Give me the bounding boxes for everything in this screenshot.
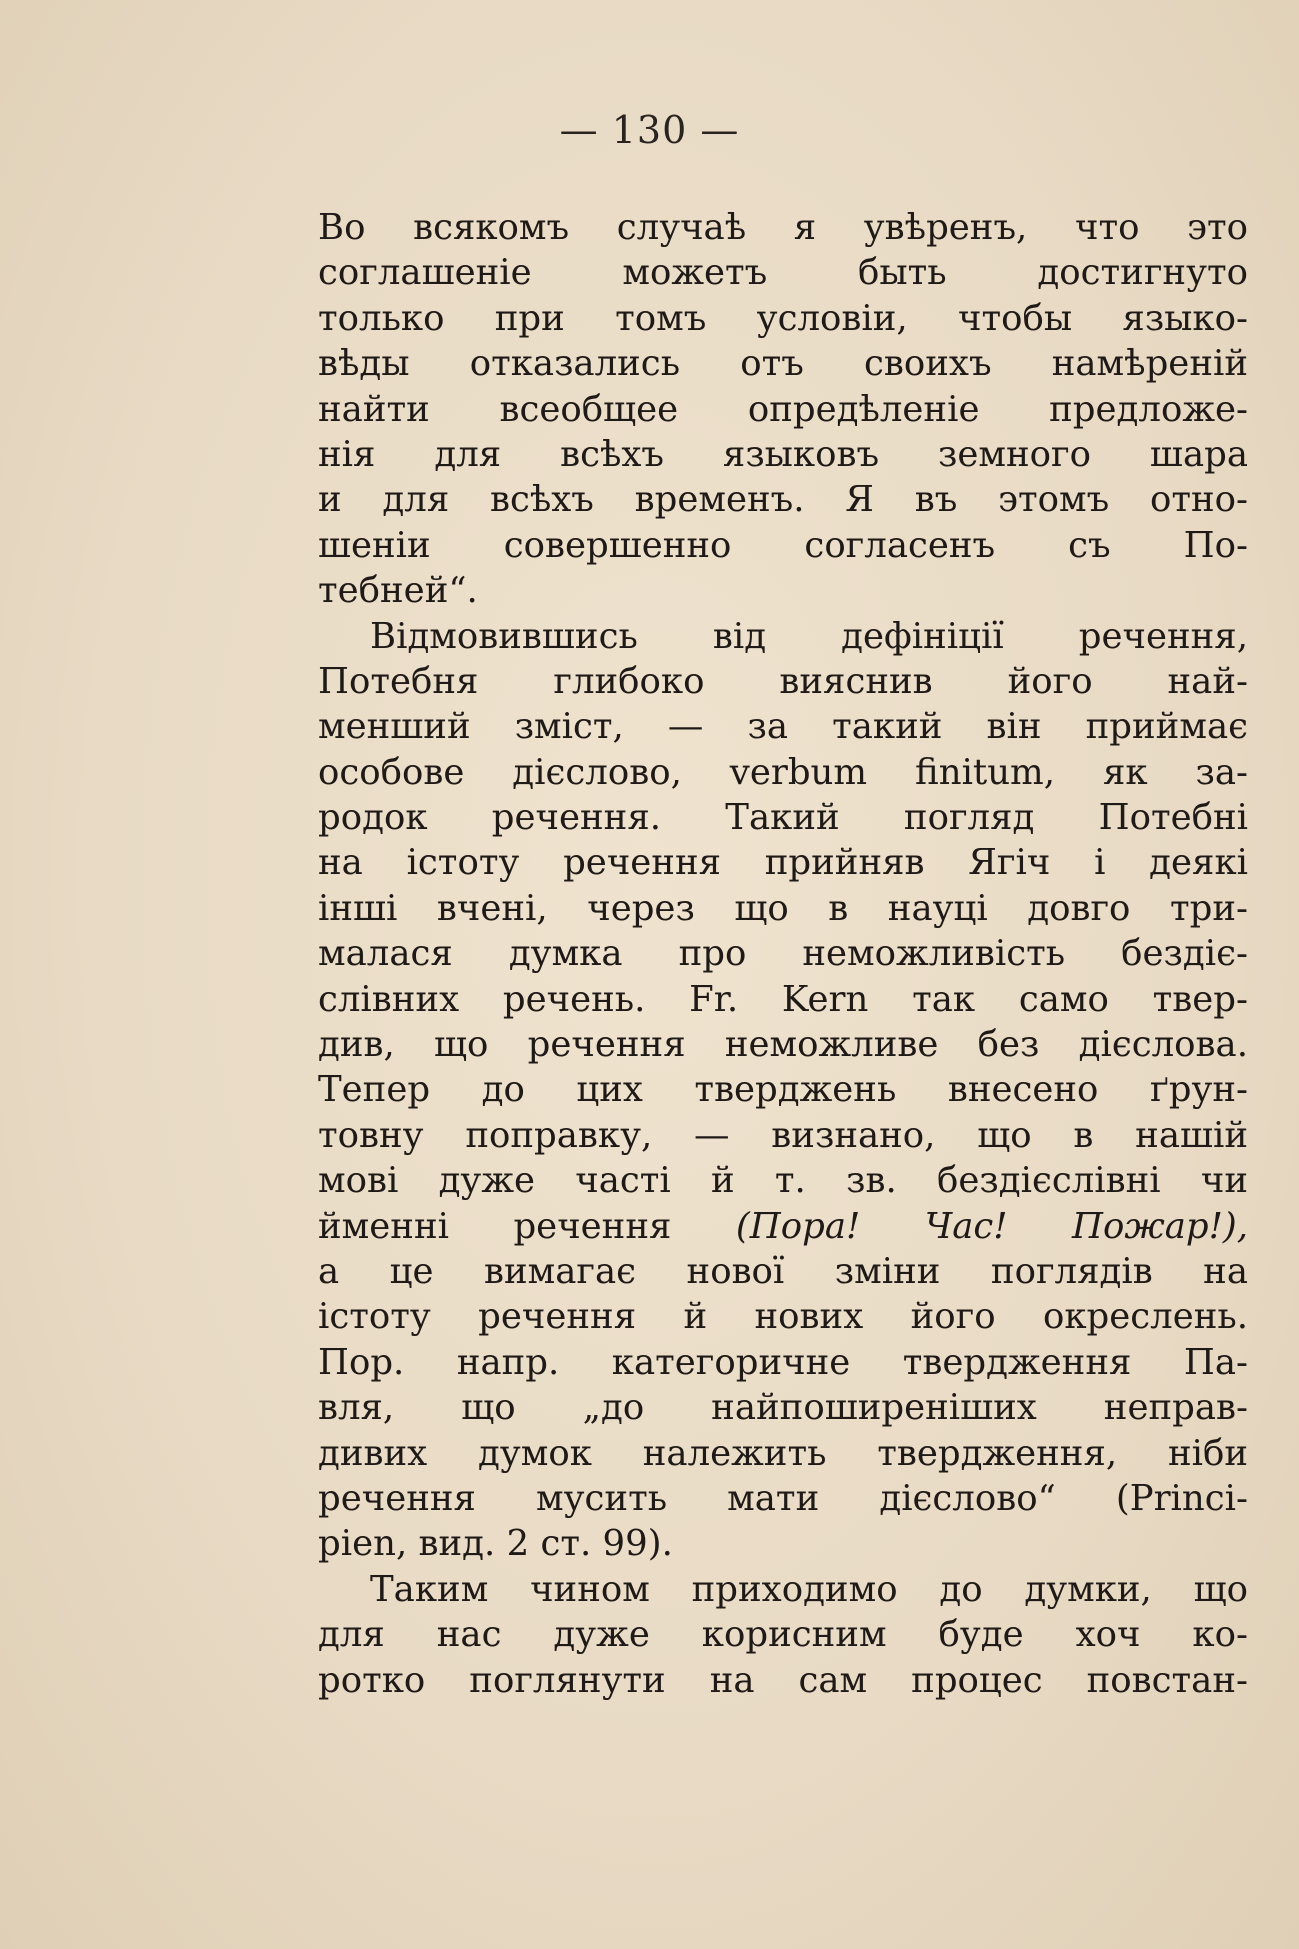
text-line-with-italic (318, 1204, 1248, 1249)
page-number: — 130 — (559, 108, 740, 152)
text-line: вля, що „до найпоширеніших неправ- (318, 1387, 1248, 1429)
text-line: только при томъ условіи, чтобы языко- (318, 297, 1248, 339)
text-fragment: йменні речення (318, 1205, 672, 1247)
paragraph-2 (318, 614, 1248, 1567)
text-line: речення мусить мати дієслово“ (Princi- (318, 1477, 1248, 1519)
text-line: и для всѣхъ временъ. Я въ этомъ отно- (318, 479, 1248, 521)
text-line: дивих думок належить твердження, ніби (318, 1432, 1248, 1474)
text-line: менший зміст, — за такий він приймає (318, 706, 1248, 748)
text-line: тебней“. (318, 570, 478, 612)
paragraph-1 (318, 205, 1248, 614)
paragraph-3 (318, 1567, 1248, 1703)
text-line: слівних речень. Fr. Kern так само твер- (318, 978, 1248, 1020)
text-line: а це вимагає нової зміни поглядів на (318, 1250, 1248, 1292)
text-line: соглашеніе можетъ быть достигнуто (318, 252, 1248, 294)
body-text (318, 205, 1248, 1703)
text-line: найти всеобщее опредѣленіе предложе- (318, 388, 1248, 430)
text-line: див, що речення неможливе без дієслова. (318, 1024, 1248, 1066)
text-line: нія для всѣхъ языковъ земного шара (318, 433, 1248, 475)
text-line: Потебня глибоко вияснив його най- (318, 660, 1248, 702)
text-line: Відмовившись від дефініції речення, (370, 615, 1248, 657)
text-line: ротко поглянути на сам процес повстан- (318, 1659, 1248, 1701)
text-line: родок речення. Такий погляд Потебні (318, 797, 1248, 839)
text-line: Пор. напр. категоричне твердження Па- (318, 1341, 1248, 1383)
italic-examples: (Пора! Час! Пожар!), (735, 1205, 1248, 1247)
text-line: шеніи совершенно согласенъ съ По- (318, 524, 1248, 566)
text-line: Тепер до цих тверджень внесено ґрун- (318, 1069, 1248, 1111)
text-line: для нас дуже корисним буде хоч ко- (318, 1614, 1248, 1656)
text-line: Таким чином приходимо до думки, що (370, 1568, 1248, 1610)
text-line: вѣды отказались отъ своихъ намѣреній (318, 343, 1248, 385)
text-line: мові дуже часті й т. зв. бездієслівні чи (318, 1160, 1248, 1202)
text-line: малася думка про неможливість бездіє- (318, 933, 1248, 975)
text-line: інші вчені, через що в науці довго три- (318, 887, 1248, 929)
text-line: товну поправку, — визнано, що в нашій (318, 1114, 1248, 1156)
text-line: особове дієслово, verbum finitum, як за- (318, 751, 1248, 793)
text-line: pien, вид. 2 ст. 99). (318, 1523, 673, 1565)
text-line: Во всякомъ случаѣ я увѣренъ, что это (318, 207, 1248, 248)
text-line: істоту речення й нових його окреслень. (318, 1296, 1248, 1338)
text-line: на істоту речення прийняв Ягіч і деякі (318, 842, 1248, 884)
